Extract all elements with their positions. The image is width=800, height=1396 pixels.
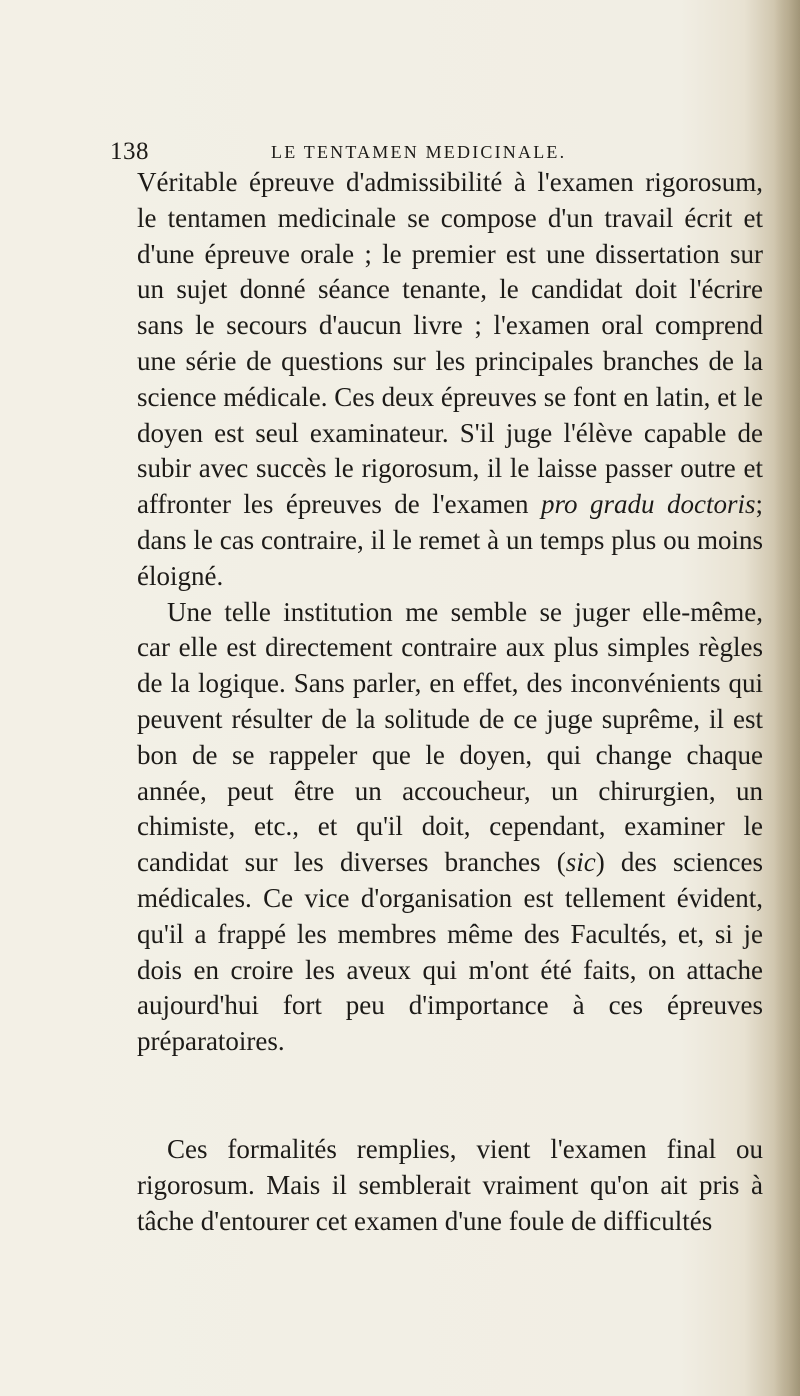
body-text: [137, 165, 763, 1239]
paragraph-1: Véritable épreuve d'admissibilité à l'examen rigorosum, le tentamen medicinale se compose d'un travail écrit et d'une épreuve orale ; le premier est une dissertation sur un sujet donné séance tenante, le candidat doit l'écrire sans le secours d'aucun livre ; l'examen oral comprend une série de questions sur les principales branches de la science médicale. Ces deux épreuves se font en latin, et le doyen est seul examinateur. S'il juge l'élève capable de subir avec succès le rigorosum, il le laisse passer outre et affronter les épreuves de l'examen pro gradu doctoris; dans le cas contraire, il le remet à un temps plus ou moins éloigné.: [137, 167, 763, 591]
sic-note: sic: [565, 847, 596, 878]
latin-phrase: pro gradu doctoris: [541, 489, 756, 520]
page-edge-shadow: [774, 0, 800, 1396]
paragraph-3: Ces formalités remplies, vient l'examen final ou rigorosum. Mais il semblerait vraiment qu'on ait pris à tâche d'entourer cet examen d'une foule de difficultés: [137, 1133, 763, 1236]
running-head: LE TENTAMEN MEDICINALE.: [271, 142, 567, 162]
paragraph-2: Une telle institution me semble se juger elle-même, car elle est directement contraire aux plus simples règles de la logique. Sans parler, en effet, des inconvénients qui peuvent résulter de la solitude de ce juge suprême, il est bon de se rappeler que le doyen, qui change chaque année, peut être un accoucheur, un chirurgien, un chimiste, etc., et qu'il doit, cependant, examiner le candidat sur les diverses branches (sic) des sciences médicales. Ce vice d'organisation est tellement évident, qu'il a frappé les membres même des Facultés, et, si je dois en croire les aveux qui m'ont été faits, on attache aujourd'hui fort peu d'importance à ces épreuves préparatoires.: [137, 596, 763, 1057]
page-number: 138: [110, 138, 149, 165]
